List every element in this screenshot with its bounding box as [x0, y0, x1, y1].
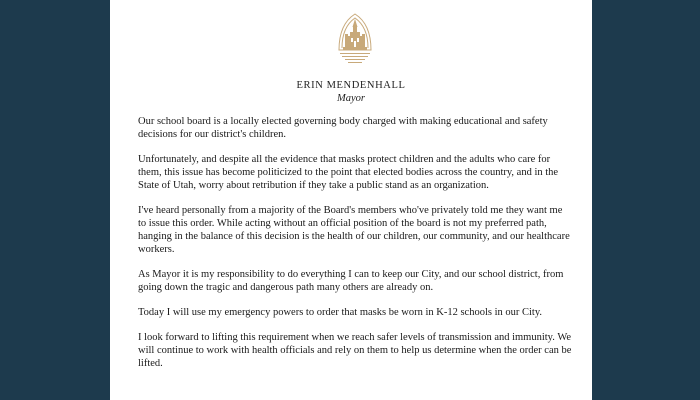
paragraph: As Mayor it is my responsibility to do everything I can to keep our City, and our school district, from going down the tragic and dangerous path many others are already on. — [138, 269, 564, 293]
paragraph: Unfortunately, and despite all the evidence that masks protect children and the adults who care for them, this issue has become politicized to the point that elected bodies across the country, and in the State of Utah, worry about retribution if they take a public stand as an organization. — [138, 154, 559, 191]
letter-body — [138, 115, 573, 382]
letter-page — [110, 0, 592, 400]
paragraph: Our school board is a locally elected governing body charged with making educational and safety decisions for our district's children. — [138, 116, 548, 140]
paragraph: Today I will use my emergency powers to order that masks be worn in K-12 schools in our City. — [138, 307, 543, 318]
paragraph: I look forward to lifting this requirement when we reach safer levels of transmission and immunity. We will continue to work with health officials and rely on them to help us determine when the order can be lifted. — [138, 332, 572, 369]
signatory-title: Mayor — [337, 93, 365, 104]
signatory-name: ERIN MENDENHALL — [296, 80, 406, 91]
paragraph: I've heard personally from a majority of the Board's members who've privately told me they want me to issue this order. While acting without an official position of the board is not my preferred path, hanging in the balance of this decision is the health of our children, our community, and our healthcare workers. — [138, 205, 570, 255]
city-seal-icon — [336, 10, 374, 66]
